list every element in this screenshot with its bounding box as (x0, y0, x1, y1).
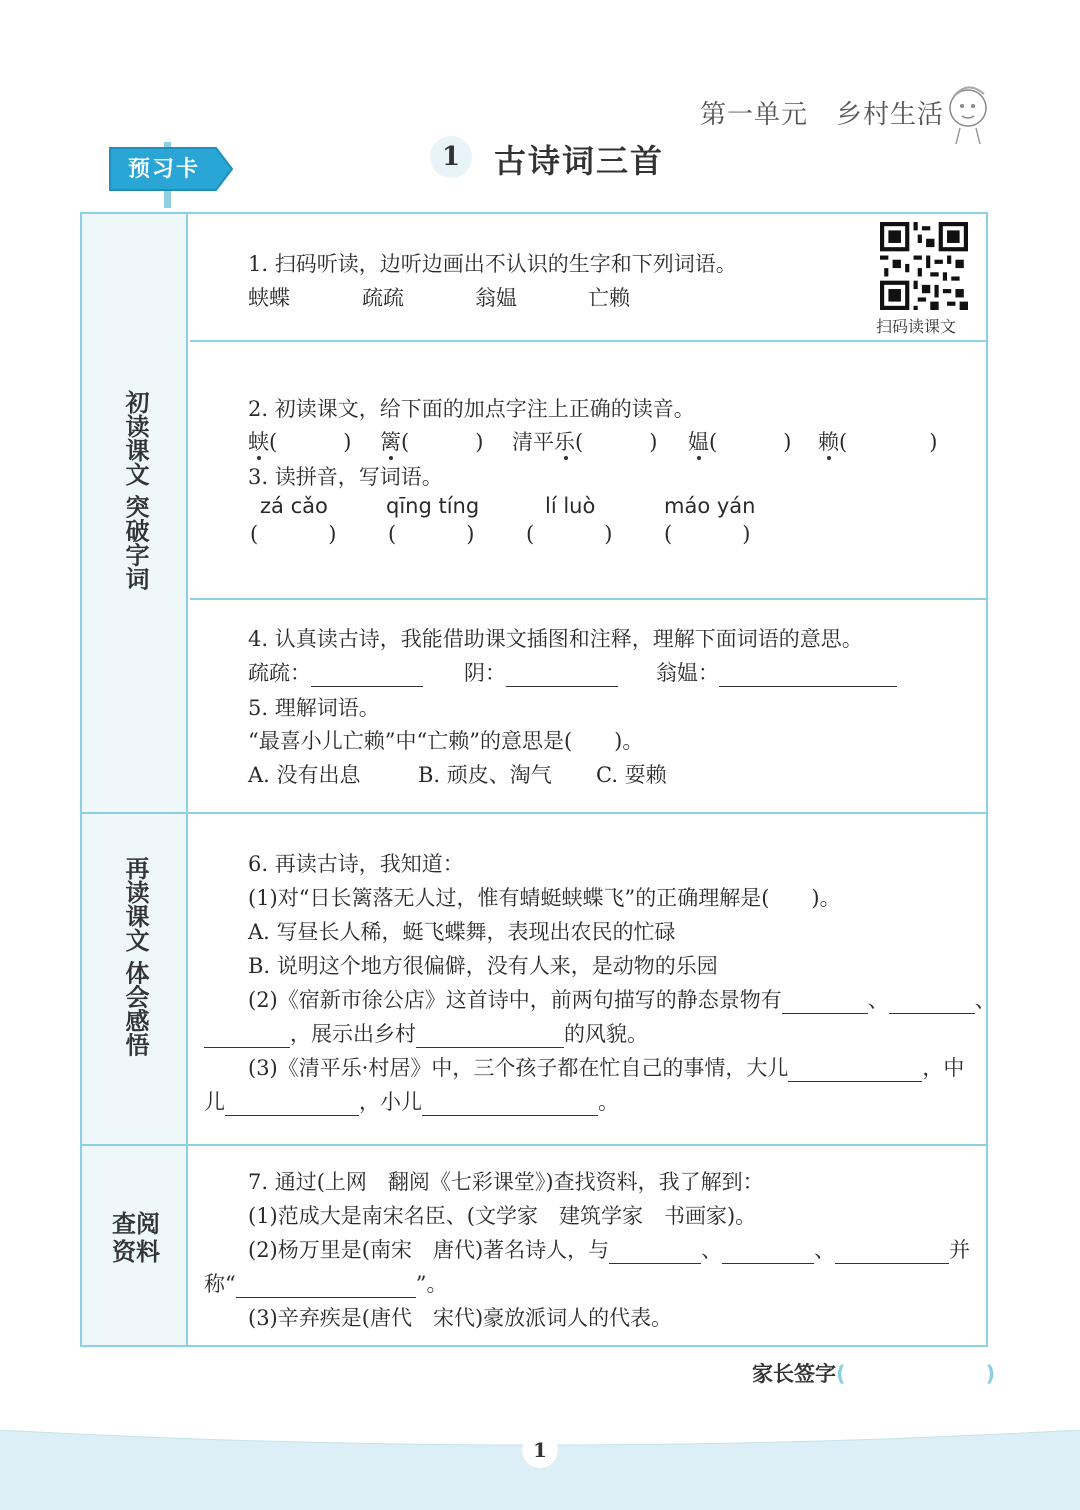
lesson-number: 1 (430, 136, 472, 178)
q7-part-2-cont: 称“ ”。 (204, 1272, 448, 1296)
parent-signature[interactable]: 家长签字( ) (752, 1362, 996, 1386)
emphasis-dot (827, 456, 831, 460)
q2-char-item: 清平乐( ) (512, 430, 658, 454)
question-6-text: 6. 再读古诗，我知道： (248, 852, 464, 876)
q6-option-b[interactable]: B. 说明这个地方很偏僻，没有人来，是动物的乐园 (248, 954, 718, 978)
unit-theme: 乡村生活 (836, 100, 945, 130)
answer-parens[interactable]: ( ) (250, 522, 337, 546)
answer-parens[interactable]: ( ) (664, 522, 751, 546)
answer-blank[interactable] (236, 1275, 416, 1298)
lesson-title: 古诗词三首 (494, 142, 665, 180)
q5-question: “最喜小儿亡赖”中“亡赖”的意思是( )。 (248, 729, 644, 753)
section-label-research: 查阅资料 (112, 1210, 160, 1266)
q7-part-2: (2)杨万里是(南宋 唐代)著名诗人，与 、 、 并 (248, 1238, 971, 1262)
q1-word: 亡赖 (588, 286, 630, 310)
unit-header (700, 94, 972, 131)
pinyin-item: zá cǎo (260, 494, 328, 518)
answer-blank[interactable] (722, 1241, 814, 1264)
answer-blank[interactable] (204, 1025, 290, 1048)
answer-blank[interactable] (225, 1093, 359, 1116)
q4-term: 疏疏： (248, 657, 423, 687)
q4-term: 翁媪： (656, 657, 897, 687)
q4-term: 阴： (464, 657, 618, 687)
answer-blank[interactable] (782, 991, 868, 1014)
q5-option[interactable]: C. 耍赖 (596, 763, 667, 787)
qr-code-icon[interactable] (880, 222, 968, 310)
q2-char-item: 媪( ) (688, 430, 792, 454)
q5-option[interactable]: A. 没有出息 (248, 763, 361, 787)
answer-blank[interactable] (422, 1093, 598, 1116)
question-7-text: 7. 通过(上网 翻阅《七彩课堂》)查找资料，我了解到： (248, 1170, 764, 1194)
q2-char-item: 篱( ) (380, 430, 484, 454)
q1-word: 疏疏 (362, 286, 404, 310)
q6-part-3: (3)《清平乐·村居》中，三个孩子都在忙自己的事情，大儿 ，中 (248, 1056, 965, 1080)
page-number: 1 (522, 1432, 558, 1468)
answer-blank[interactable] (788, 1059, 922, 1082)
q7-part-1: (1)范成大是南宋名臣、(文学家 建筑学家 书画家)。 (248, 1204, 757, 1228)
q5-option[interactable]: B. 顽皮、淘气 (418, 763, 552, 787)
section-divider (82, 1144, 987, 1146)
qr-caption: 扫码读课文 (876, 317, 957, 336)
q6-part-2-cont: ，展示出乡村 的风貌。 (204, 1018, 648, 1048)
answer-blank[interactable] (719, 664, 897, 687)
question-4-text: 4. 认真读古诗，我能借助课文插图和注释，理解下面词语的意思。 (248, 627, 863, 651)
pinyin-item: qīng tíng (386, 494, 480, 518)
answer-blank[interactable] (835, 1241, 949, 1264)
emphasis-dot (564, 456, 568, 460)
emphasis-dot (389, 456, 393, 460)
question-5-text: 5. 理解词语。 (248, 696, 380, 720)
section-sidebar (82, 214, 188, 1345)
q6-part-1: (1)对“日长篱落无人过，惟有蜻蜓蛱蝶飞”的正确理解是( )。 (248, 886, 841, 910)
answer-blank[interactable] (609, 1241, 701, 1264)
q2-char-item: 赖( ) (818, 430, 938, 454)
q6-part-2: (2)《宿新市徐公店》这首诗中，前两句描写的静态景物有 、 、 (248, 988, 996, 1012)
section-label-first-reading: 初读课文 突破字词 (121, 390, 149, 591)
answer-blank[interactable] (311, 664, 423, 687)
q1-word: 翁媪 (475, 286, 517, 310)
section-divider (82, 812, 987, 814)
boy-illustration-icon (940, 70, 1000, 150)
divider (190, 598, 987, 600)
answer-parens[interactable]: ( ) (388, 522, 475, 546)
tag-label: 预习卡 (128, 157, 201, 182)
pinyin-item: lí luò (545, 494, 596, 518)
answer-blank[interactable] (889, 991, 975, 1014)
answer-blank[interactable] (416, 1025, 564, 1048)
question-2-text: 2. 初读课文，给下面的加点字注上正确的读音。 (248, 397, 695, 421)
section-label-second-reading: 再读课文 体会感悟 (121, 856, 149, 1057)
unit-label: 第一单元 (700, 100, 809, 130)
emphasis-dot (697, 456, 701, 460)
signature-label: 家长签字 (752, 1362, 836, 1386)
emphasis-dot (257, 456, 261, 460)
q1-word: 蛱蝶 (248, 286, 290, 310)
preview-card-tag (108, 146, 234, 188)
question-3-text: 3. 读拼音，写词语。 (248, 465, 443, 489)
q6-part-3-cont: 儿 ，小儿 。 (204, 1090, 619, 1114)
divider (190, 340, 987, 342)
answer-parens[interactable]: ( ) (526, 522, 613, 546)
question-1-text: 1. 扫码听读，边听边画出不认识的生字和下列词语。 (248, 252, 737, 276)
q2-char-item: 蛱( ) (248, 430, 352, 454)
q6-option-a[interactable]: A. 写昼长人稀，蜓飞蝶舞，表现出农民的忙碌 (248, 920, 676, 944)
pinyin-item: máo yán (664, 494, 756, 518)
q7-part-3: (3)辛弃疾是(唐代 宋代)豪放派词人的代表。 (248, 1306, 673, 1330)
answer-blank[interactable] (506, 664, 618, 687)
